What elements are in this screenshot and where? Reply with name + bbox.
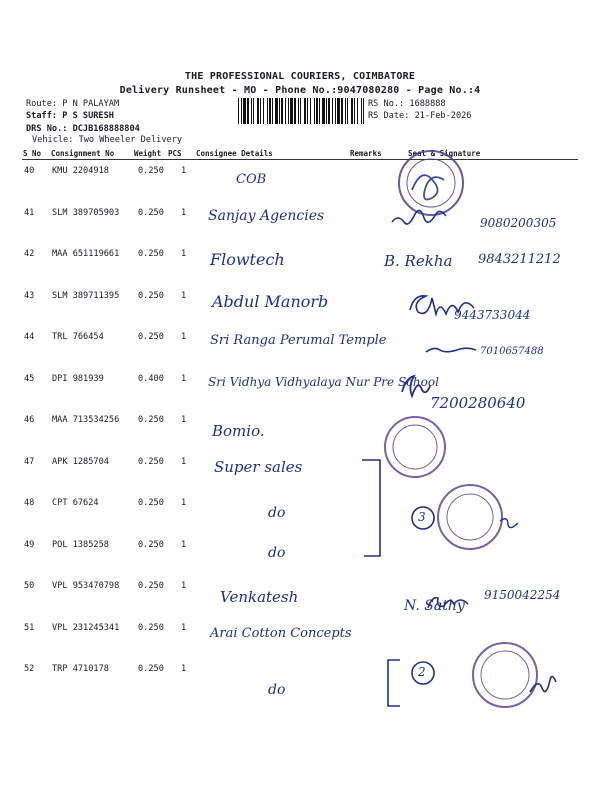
handwritten-signature: 9443733044 <box>454 308 531 322</box>
cell-sno: 40 <box>24 166 35 176</box>
cell-consignment: TRP 4710178 <box>52 664 109 674</box>
cell-consignment: DPI 981939 <box>52 374 104 384</box>
handwritten-signature: 7200280640 <box>430 394 526 412</box>
cell-sno: 48 <box>24 498 35 508</box>
cell-sno: 51 <box>24 623 35 633</box>
handwritten-consignee: Flowtech <box>210 250 285 269</box>
cell-pcs: 1 <box>181 166 187 176</box>
runsheet-subtitle: Delivery Runsheet - MO - Phone No.:9047080280 - Page No.:4 <box>119 85 481 96</box>
cell-pcs: 1 <box>181 498 187 508</box>
cell-consignment: MAA 713534256 <box>52 415 120 425</box>
cell-sno: 41 <box>24 208 35 218</box>
staff-label: Staff: P S SURESH <box>26 111 114 121</box>
handwritten-consignee: COB <box>236 172 267 187</box>
signature-scribble <box>410 296 474 314</box>
cell-sno: 45 <box>24 374 35 384</box>
round-seal-stamp <box>385 417 445 477</box>
col-consignee: Consignee Details <box>196 149 273 158</box>
vehicle-label: Vehicle: Two Wheeler Delivery <box>32 135 183 145</box>
company-title: THE PROFESSIONAL COURIERS, COIMBATORE <box>184 71 416 82</box>
cell-weight: 0.250 <box>138 664 164 674</box>
cell-pcs: 1 <box>181 457 187 467</box>
cell-consignment: CPT 67624 <box>52 498 99 508</box>
route-label: Route: P N PALAYAM <box>26 99 120 109</box>
handwritten-remarks: B. Rekha <box>384 252 453 270</box>
cell-sno: 43 <box>24 291 35 301</box>
cell-pcs: 1 <box>181 581 187 591</box>
signature-scribble <box>428 598 468 608</box>
cell-weight: 0.400 <box>138 374 164 384</box>
cell-pcs: 1 <box>181 664 187 674</box>
cell-sno: 47 <box>24 457 35 467</box>
handwritten-remarks: N. Sathy <box>404 598 465 614</box>
handwritten-signature: 9843211212 <box>478 252 561 267</box>
handwritten-consignee: Sri Ranga Perumal Temple <box>210 333 387 348</box>
col-signature: Seal & Signature <box>408 149 481 158</box>
cell-weight: 0.250 <box>138 540 164 550</box>
round-seal-stamp <box>399 151 463 215</box>
handwritten-consignee: do <box>268 545 286 561</box>
rs-number: RS No.: 1688888 <box>368 99 446 109</box>
cell-pcs: 1 <box>181 249 187 259</box>
cell-pcs: 1 <box>181 332 187 342</box>
bracket-mark <box>362 460 380 556</box>
handwritten-signature: 9150042254 <box>484 588 561 602</box>
col-remarks: Remarks <box>350 149 382 158</box>
cell-consignment: VPL 953470798 <box>52 581 120 591</box>
cell-sno: 46 <box>24 415 35 425</box>
cell-weight: 0.250 <box>138 415 164 425</box>
handwritten-consignee: Super sales <box>214 458 303 476</box>
handwritten-consignee: Bomio. <box>212 422 265 440</box>
cell-consignment: APK 1285704 <box>52 457 109 467</box>
round-seal-stamp <box>438 485 502 549</box>
handwritten-consignee: Sri Vidhya Vidhyalaya Nur Pre School <box>208 375 439 389</box>
cell-sno: 49 <box>24 540 35 550</box>
drs-label: DRS No.: DCJB168888804 <box>26 124 140 134</box>
cell-pcs: 1 <box>181 623 187 633</box>
cell-consignment: SLM 389705903 <box>52 208 120 218</box>
handwritten-consignee: Abdul Manorb <box>212 292 329 311</box>
rs-date: RS Date: 21-Feb-2026 <box>368 111 472 121</box>
handwritten-signature: 7010657488 <box>480 346 544 357</box>
col-sno: S No <box>23 149 42 158</box>
handwritten-consignee: do <box>268 505 286 521</box>
cell-sno: 42 <box>24 249 35 259</box>
cell-weight: 0.250 <box>138 623 164 633</box>
cell-weight: 0.250 <box>138 166 164 176</box>
signature-scribble <box>426 348 476 352</box>
handwritten-consignee: Sanjay Agencies <box>208 208 325 224</box>
cell-weight: 0.250 <box>138 332 164 342</box>
handwritten-consignee: Arai Cotton Concepts <box>210 626 352 641</box>
handwritten-consignee: do <box>268 682 286 698</box>
cell-weight: 0.250 <box>138 249 164 259</box>
col-pcs: PCS <box>168 149 182 158</box>
cell-weight: 0.250 <box>138 498 164 508</box>
cell-sno: 52 <box>24 664 35 674</box>
cell-consignment: KMU 2204918 <box>52 166 109 176</box>
col-consignment: Consignment No <box>51 149 115 158</box>
cell-pcs: 1 <box>181 208 187 218</box>
cell-pcs: 1 <box>181 540 187 550</box>
cell-sno: 44 <box>24 332 35 342</box>
round-seal-stamp <box>473 643 537 707</box>
cell-consignment: POL 1385258 <box>52 540 109 550</box>
cell-consignment: TRL 766454 <box>52 332 104 342</box>
count-circle <box>412 662 434 684</box>
handwritten-count_47_49: 3 <box>418 510 426 524</box>
handwritten-consignee: Venkatesh <box>220 588 299 606</box>
cell-pcs: 1 <box>181 415 187 425</box>
signature-scribble <box>402 376 430 396</box>
cell-weight: 0.250 <box>138 291 164 301</box>
cell-pcs: 1 <box>181 374 187 384</box>
bracket-mark <box>388 660 400 706</box>
cell-consignment: SLM 389711395 <box>52 291 120 301</box>
cell-pcs: 1 <box>181 291 187 301</box>
count-circle <box>412 507 434 529</box>
signature-scribble <box>500 519 518 528</box>
cell-weight: 0.250 <box>138 581 164 591</box>
cell-consignment: VPL 231245341 <box>52 623 120 633</box>
cell-sno: 50 <box>24 581 35 591</box>
handwritten-count_51_52: 2 <box>418 665 426 679</box>
handwritten-signature: 9080200305 <box>480 216 557 230</box>
col-weight: Weight <box>134 149 162 158</box>
cell-consignment: MAA 651119661 <box>52 249 120 259</box>
cell-weight: 0.250 <box>138 208 164 218</box>
cell-weight: 0.250 <box>138 457 164 467</box>
